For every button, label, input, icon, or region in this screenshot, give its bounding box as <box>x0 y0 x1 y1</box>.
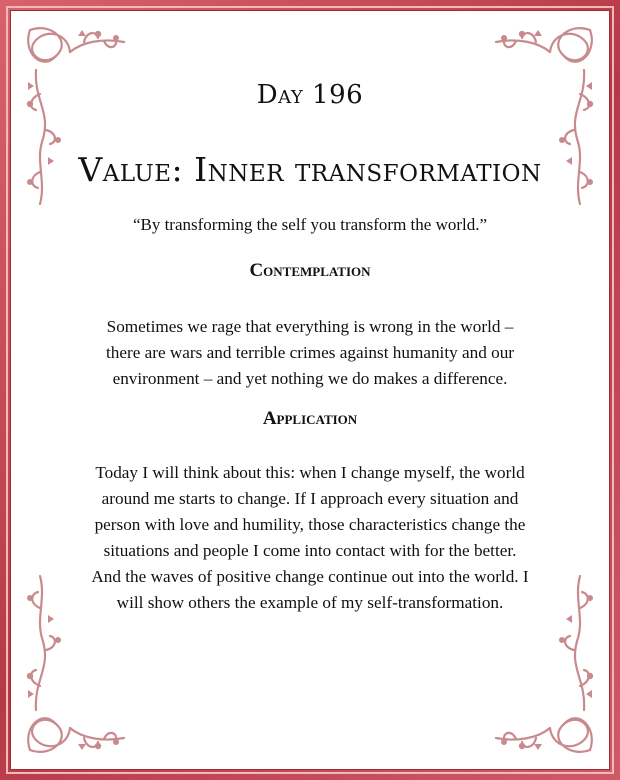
application-line: around me starts to change. If I approach every situation and <box>101 489 519 508</box>
application-line: Today I will think about this: when I change myself, the world <box>95 463 525 482</box>
application-line: will show others the example of my self-transformation. <box>116 593 504 612</box>
value-title: Value: Inner transformation <box>78 150 542 189</box>
page-sheet <box>10 10 610 770</box>
application-text <box>50 460 570 616</box>
quote: “By transforming the self you transform the world.” <box>132 215 488 234</box>
contemplation-line: there are wars and terrible crimes against humanity and our <box>105 343 515 362</box>
application-line: person with love and humility, those characteristics change the <box>94 515 526 534</box>
contemplation-heading: Contemplation <box>249 260 371 281</box>
day-heading: Day 196 <box>256 80 364 110</box>
contemplation-line: environment – and yet nothing we do makes a difference. <box>112 369 508 388</box>
application-line: situations and people I come into contact with for the better. <box>103 541 517 560</box>
page-content <box>50 10 570 770</box>
contemplation-text <box>50 314 570 392</box>
application-line: And the waves of positive change continue out into the world. I <box>91 567 529 586</box>
contemplation-line: Sometimes we rage that everything is wrong in the world – <box>106 317 514 336</box>
application-heading: Application <box>262 408 358 429</box>
